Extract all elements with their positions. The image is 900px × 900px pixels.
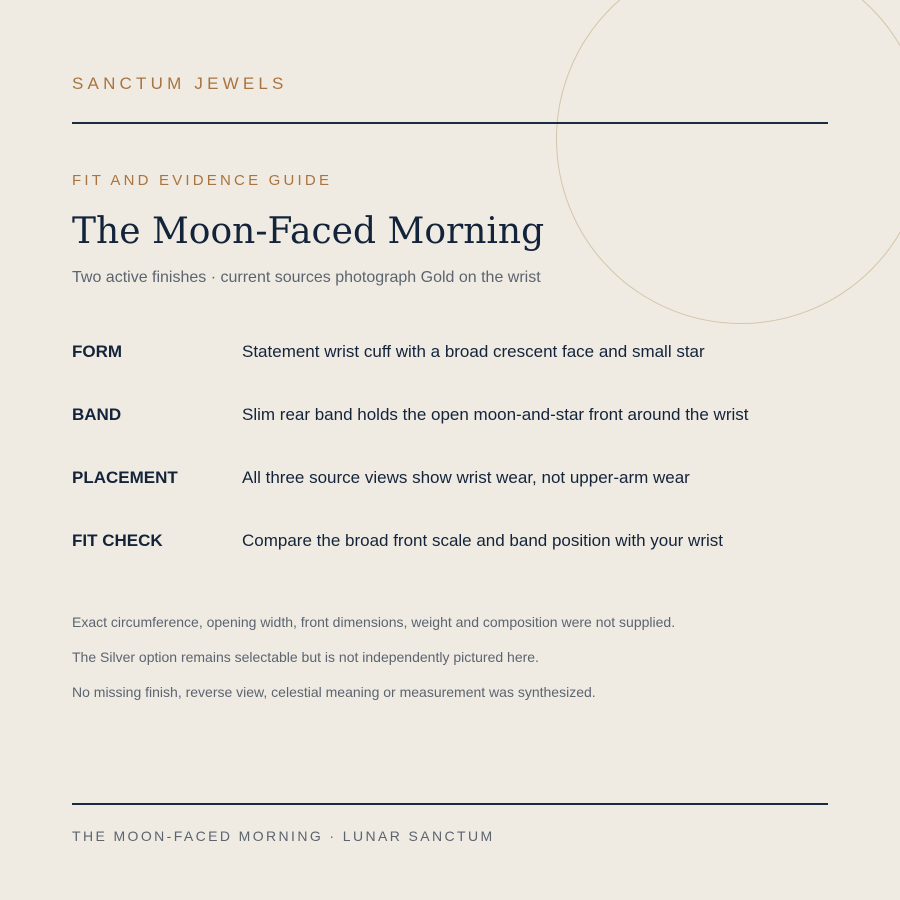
spec-value: Statement wrist cuff with a broad crescent face and small star bbox=[242, 342, 705, 361]
spec-label: FIT CHECK bbox=[72, 531, 163, 550]
page-subtitle: Two active finishes · current sources photograph Gold on the wrist bbox=[72, 269, 541, 286]
footer-text: THE MOON-FACED MORNING · LUNAR SANCTUM bbox=[72, 828, 495, 844]
spec-row-fit-check bbox=[72, 531, 828, 555]
section-eyebrow: FIT AND EVIDENCE GUIDE bbox=[72, 172, 333, 189]
footer-divider bbox=[72, 803, 828, 805]
spec-row-form bbox=[72, 342, 828, 366]
disclaimer-note-synthesis: No missing finish, reverse view, celestial meaning or measurement was synthesized. bbox=[72, 684, 596, 700]
disclaimer-note-measurements: Exact circumference, opening width, front dimensions, weight and composition were not supplied. bbox=[72, 614, 676, 630]
spec-label: FORM bbox=[72, 342, 123, 361]
spec-row-placement bbox=[72, 468, 828, 492]
header-divider bbox=[72, 122, 828, 124]
spec-value: Slim rear band holds the open moon-and-star front around the wrist bbox=[242, 405, 749, 424]
decorative-circle bbox=[556, 0, 900, 324]
brand-wordmark: SANCTUM JEWELS bbox=[72, 74, 288, 93]
spec-label: BAND bbox=[72, 405, 122, 424]
disclaimer-note-silver: The Silver option remains selectable but is not independently pictured here. bbox=[72, 649, 539, 665]
spec-label: PLACEMENT bbox=[72, 468, 178, 487]
page-title: The Moon-Faced Morning bbox=[72, 211, 545, 252]
spec-row-band bbox=[72, 405, 828, 429]
spec-value: Compare the broad front scale and band position with your wrist bbox=[242, 531, 723, 550]
spec-value: All three source views show wrist wear, not upper-arm wear bbox=[242, 468, 690, 487]
